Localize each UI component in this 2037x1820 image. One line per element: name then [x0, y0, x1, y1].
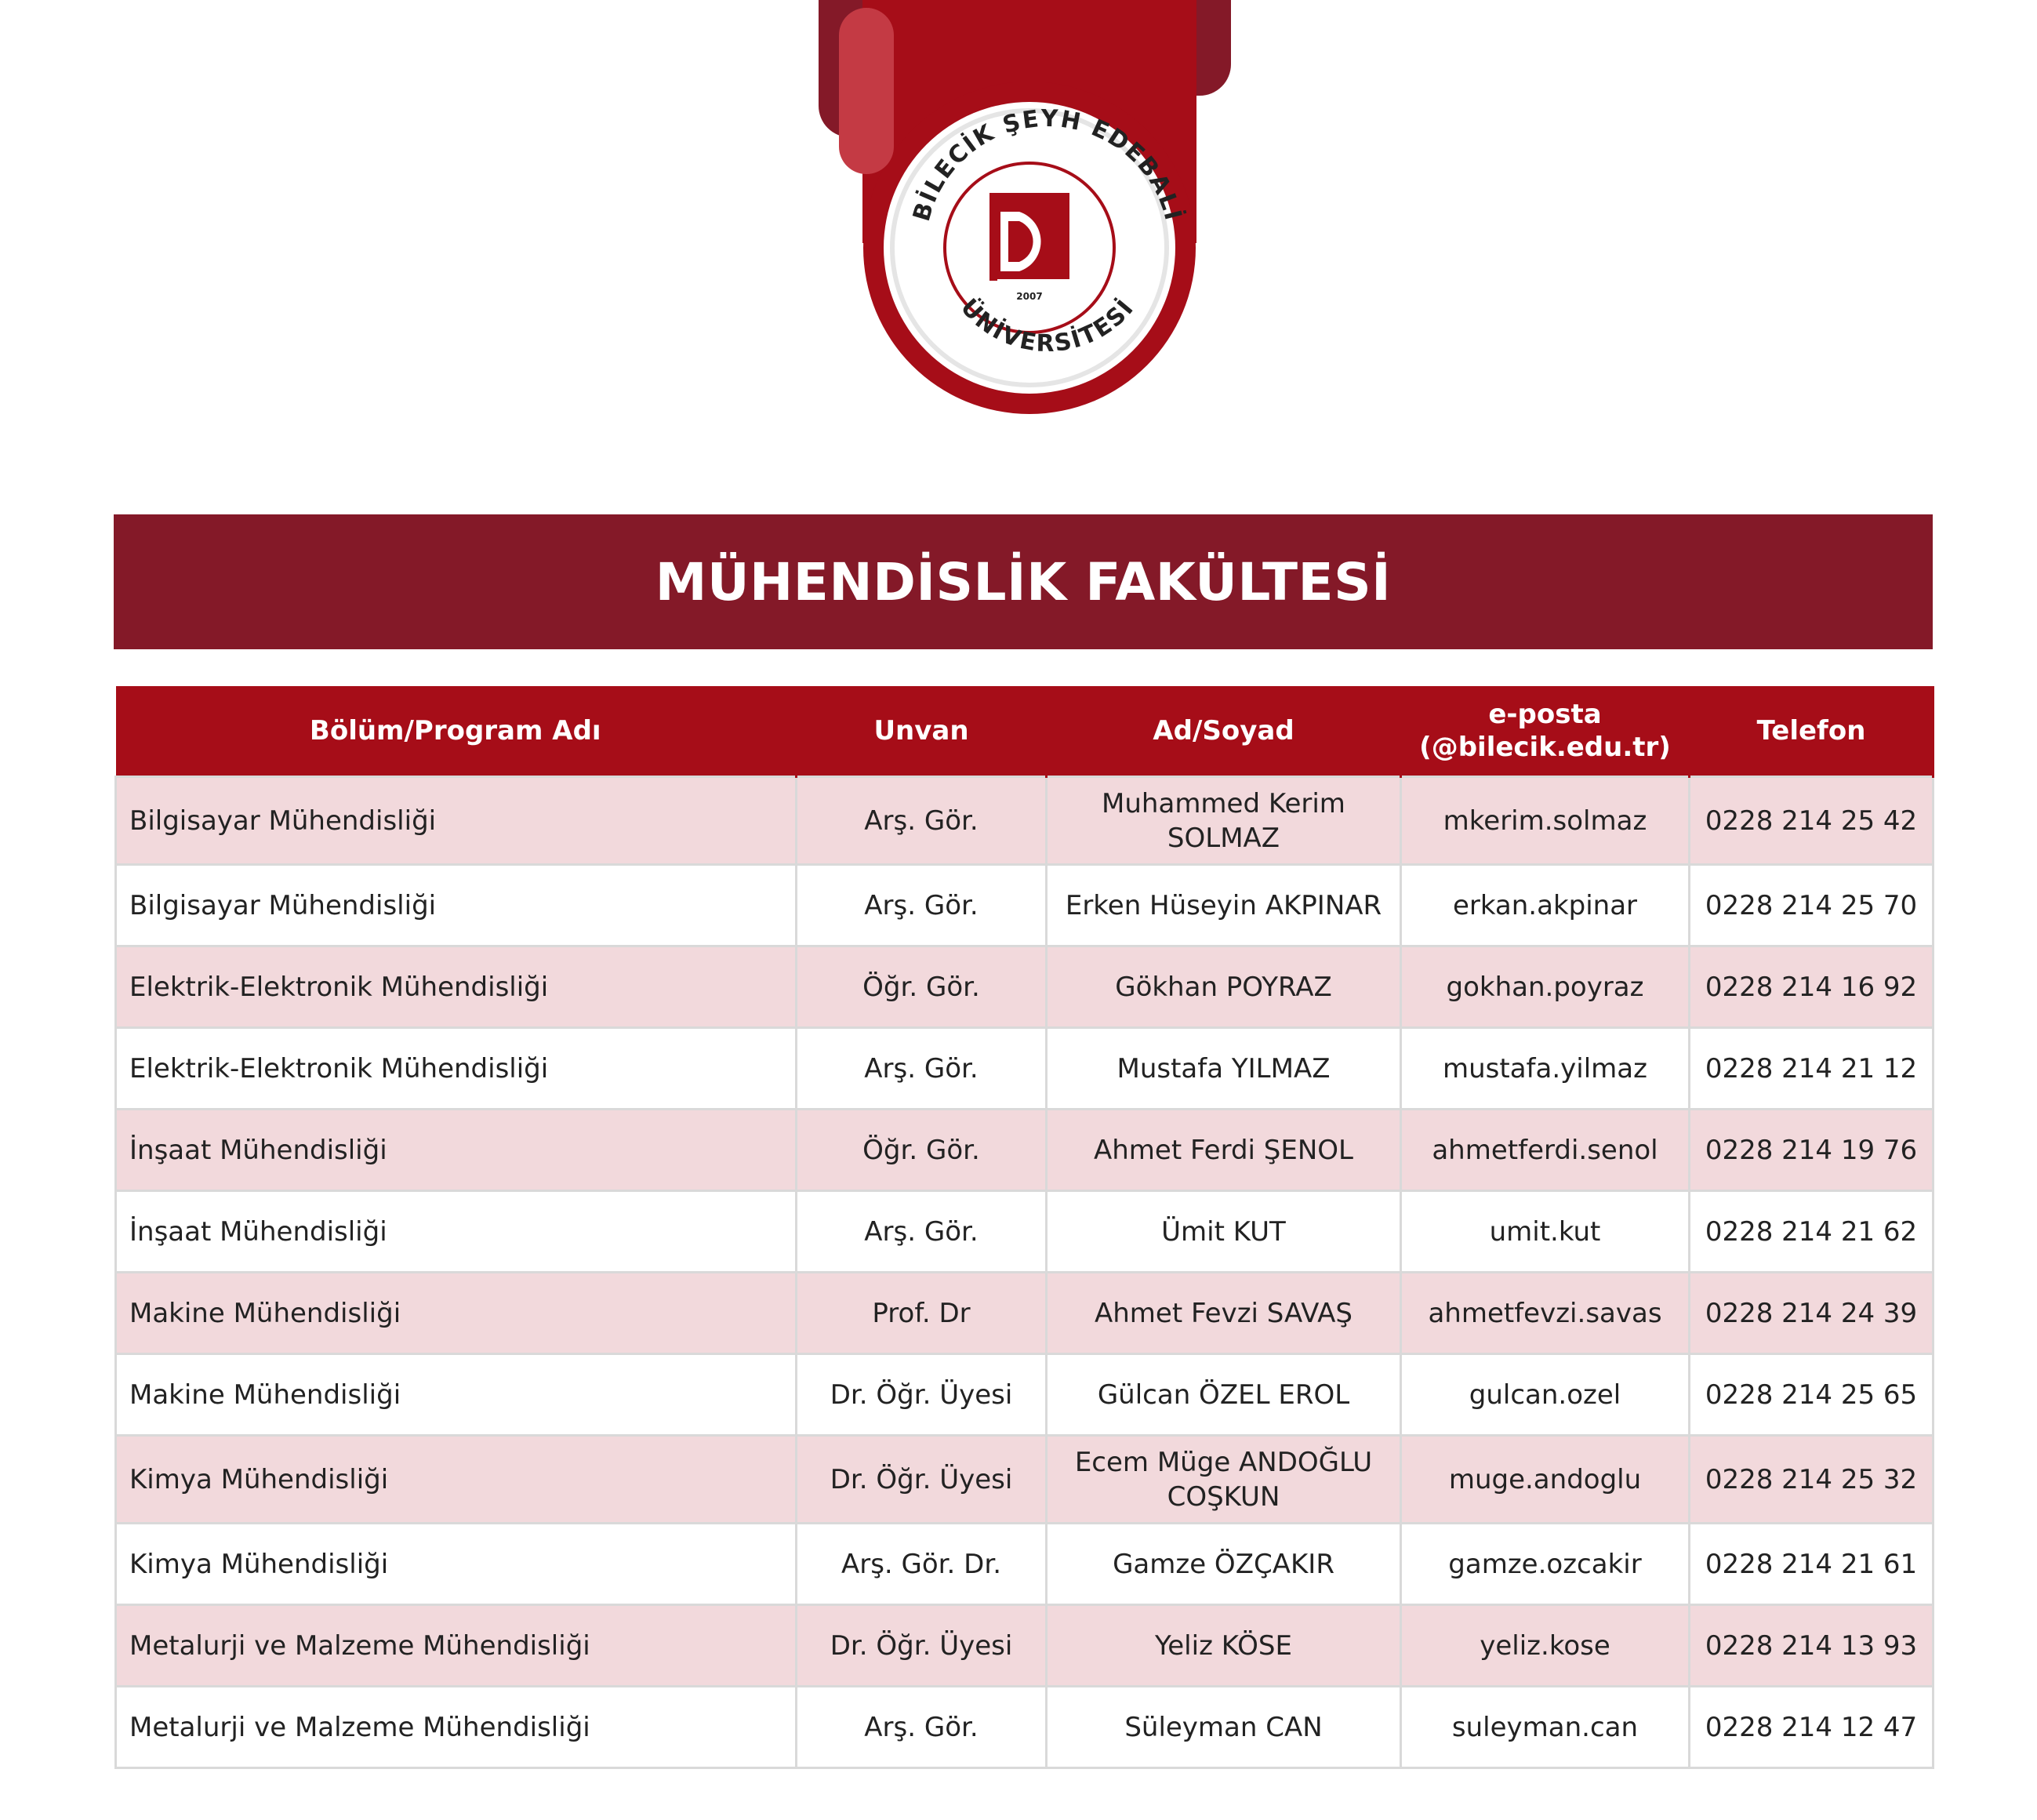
cell-name: Gökhan POYRAZ — [1047, 946, 1401, 1028]
cell-phone: 0228 214 25 65 — [1690, 1354, 1934, 1436]
cell-phone: 0228 214 21 12 — [1690, 1028, 1934, 1110]
cell-phone: 0228 214 21 61 — [1690, 1524, 1934, 1605]
cell-phone: 0228 214 16 92 — [1690, 946, 1934, 1028]
cell-phone: 0228 214 19 76 — [1690, 1110, 1934, 1191]
cell-name: Gülcan ÖZEL EROL — [1047, 1354, 1401, 1436]
contact-table — [114, 686, 1934, 1769]
cell-title: Öğr. Gör. — [797, 946, 1047, 1028]
cell-name-line1: Muhammed Kerim — [1102, 787, 1345, 819]
header-department: Bölüm/Program Adı — [116, 686, 797, 777]
header-email-line2: (@bilecik.edu.tr) — [1419, 732, 1671, 763]
cell-email: mustafa.yilmaz — [1401, 1028, 1690, 1110]
header-name: Ad/Soyad — [1047, 686, 1401, 777]
cell-name-line1: Ecem Müge ANDOĞLU — [1074, 1446, 1373, 1478]
header-title: Unvan — [797, 686, 1047, 777]
cell-title: Dr. Öğr. Üyesi — [797, 1605, 1047, 1687]
cell-name: Mustafa YILMAZ — [1047, 1028, 1401, 1110]
cell-department: Elektrik-Elektronik Mühendisliği — [116, 1028, 797, 1110]
header-email — [1401, 686, 1690, 777]
cell-phone: 0228 214 24 39 — [1690, 1273, 1934, 1354]
cell-department: Bilgisayar Mühendisliği — [116, 777, 797, 865]
table-row — [116, 1687, 1934, 1768]
cell-email: mkerim.solmaz — [1401, 777, 1690, 865]
cell-email: gulcan.ozel — [1401, 1354, 1690, 1436]
cell-email: erkan.akpinar — [1401, 865, 1690, 946]
table-row — [116, 1028, 1934, 1110]
cell-title: Arş. Gör. — [797, 1028, 1047, 1110]
cell-title: Dr. Öğr. Üyesi — [797, 1354, 1047, 1436]
table-row — [116, 1605, 1934, 1687]
cell-name: Ümit KUT — [1047, 1191, 1401, 1273]
cell-email: ahmetfevzi.savas — [1401, 1273, 1690, 1354]
cell-name: Süleyman CAN — [1047, 1687, 1401, 1768]
logo-arc-top-text: BİLECİK ŞEYH EDEBALİ — [907, 104, 1187, 225]
cell-email: gokhan.poyraz — [1401, 946, 1690, 1028]
cell-phone: 0228 214 25 42 — [1690, 777, 1934, 865]
table-row — [116, 946, 1934, 1028]
cell-title: Arş. Gör. — [797, 1687, 1047, 1768]
table-row — [116, 1436, 1934, 1524]
cell-title: Prof. Dr — [797, 1273, 1047, 1354]
table-row — [116, 777, 1934, 865]
table-row — [116, 1524, 1934, 1605]
cell-department: Kimya Mühendisliği — [116, 1436, 797, 1524]
header-phone: Telefon — [1690, 686, 1934, 777]
cell-name: Erken Hüseyin AKPINAR — [1047, 865, 1401, 946]
table-row — [116, 1191, 1934, 1273]
logo-d-mark — [989, 193, 1069, 281]
cell-title: Arş. Gör. Dr. — [797, 1524, 1047, 1605]
cell-title: Arş. Gör. — [797, 1191, 1047, 1273]
cell-title: Öğr. Gör. — [797, 1110, 1047, 1191]
cell-department: Makine Mühendisliği — [116, 1354, 797, 1436]
cell-title: Dr. Öğr. Üyesi — [797, 1436, 1047, 1524]
cell-title: Arş. Gör. — [797, 777, 1047, 865]
cell-department: İnşaat Mühendisliği — [116, 1191, 797, 1273]
cell-name-line2: SOLMAZ — [1167, 822, 1280, 854]
cell-department: İnşaat Mühendisliği — [116, 1110, 797, 1191]
logo-year: 2007 — [1016, 291, 1043, 302]
table-row — [116, 1354, 1934, 1436]
page-title: MÜHENDİSLİK FAKÜLTESİ — [655, 551, 1392, 612]
ribbon-left-light — [839, 8, 894, 174]
cell-phone: 0228 214 13 93 — [1690, 1605, 1934, 1687]
cell-name — [1047, 777, 1401, 865]
header-email-line1: e-posta — [1488, 699, 1602, 730]
cell-email: yeliz.kose — [1401, 1605, 1690, 1687]
cell-department: Makine Mühendisliği — [116, 1273, 797, 1354]
university-logo — [784, 0, 1255, 423]
logo-arc-bottom-text: ÜNİVERSİTESİ — [955, 293, 1140, 358]
cell-name: Ahmet Ferdi ŞENOL — [1047, 1110, 1401, 1191]
cell-title: Arş. Gör. — [797, 865, 1047, 946]
cell-department: Metalurji ve Malzeme Mühendisliği — [116, 1605, 797, 1687]
cell-email: gamze.ozcakir — [1401, 1524, 1690, 1605]
cell-name: Ahmet Fevzi SAVAŞ — [1047, 1273, 1401, 1354]
table-header-row — [116, 686, 1934, 777]
table-row — [116, 1273, 1934, 1354]
cell-name: Gamze ÖZÇAKIR — [1047, 1524, 1401, 1605]
cell-phone: 0228 214 25 70 — [1690, 865, 1934, 946]
cell-email: umit.kut — [1401, 1191, 1690, 1273]
cell-phone: 0228 214 25 32 — [1690, 1436, 1934, 1524]
table-row — [116, 1110, 1934, 1191]
cell-name — [1047, 1436, 1401, 1524]
cell-name: Yeliz KÖSE — [1047, 1605, 1401, 1687]
cell-department: Metalurji ve Malzeme Mühendisliği — [116, 1687, 797, 1768]
cell-department: Kimya Mühendisliği — [116, 1524, 797, 1605]
cell-phone: 0228 214 21 62 — [1690, 1191, 1934, 1273]
cell-name-line2: COŞKUN — [1167, 1480, 1280, 1513]
cell-department: Elektrik-Elektronik Mühendisliği — [116, 946, 797, 1028]
cell-email: suleyman.can — [1401, 1687, 1690, 1768]
cell-email: muge.andoglu — [1401, 1436, 1690, 1524]
title-banner — [114, 514, 1933, 649]
table-row — [116, 865, 1934, 946]
cell-phone: 0228 214 12 47 — [1690, 1687, 1934, 1768]
cell-email: ahmetferdi.senol — [1401, 1110, 1690, 1191]
cell-department: Bilgisayar Mühendisliği — [116, 865, 797, 946]
